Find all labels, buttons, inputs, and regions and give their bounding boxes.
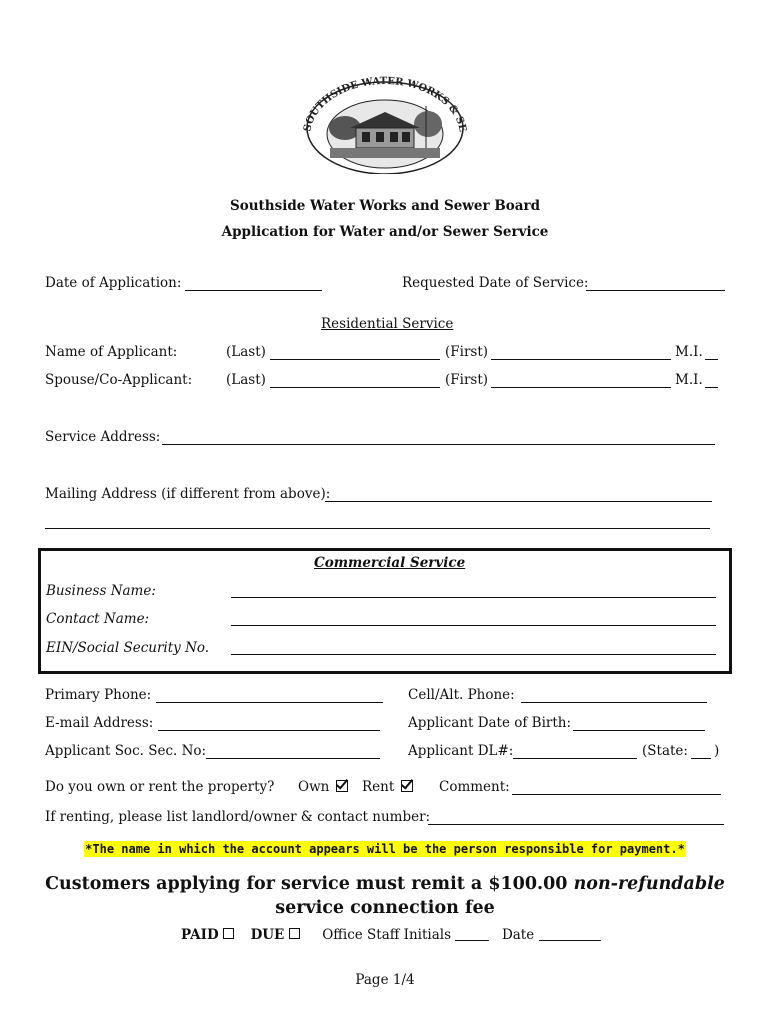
due-label: DUE xyxy=(250,927,285,943)
mailing-address-label: Mailing Address (if different from above): xyxy=(45,486,331,502)
own-rent-question: Do you own or rent the property? xyxy=(45,779,275,795)
spouse-name-label: Spouse/Co-Applicant: xyxy=(45,372,193,388)
applicant-last-field[interactable] xyxy=(270,359,440,360)
rent-option[interactable] xyxy=(362,779,413,795)
landlord-label: If renting, please list landlord/owner & contact number: xyxy=(45,809,431,825)
office-staff-initials-label: Office Staff Initials xyxy=(322,927,452,943)
fee-notice-text: Customers applying for service must remit a $100.00 xyxy=(45,874,574,894)
primary-phone-field[interactable] xyxy=(156,702,383,703)
state-field[interactable] xyxy=(691,758,711,759)
state-close-paren: ) xyxy=(714,743,720,759)
applicant-mi-label: M.I. xyxy=(675,344,703,360)
applicant-name-label: Name of Applicant: xyxy=(45,344,178,360)
own-label: Own xyxy=(298,779,330,795)
office-staff-initials-field[interactable] xyxy=(455,940,489,941)
applicant-mi-field[interactable] xyxy=(705,359,718,360)
dl-label: Applicant DL#: xyxy=(408,743,514,759)
email-field[interactable] xyxy=(158,730,380,731)
non-refundable-text: non-refundable xyxy=(573,874,725,894)
ssn-field[interactable] xyxy=(206,758,380,759)
spouse-first-field[interactable] xyxy=(491,387,671,388)
requested-date-label: Requested Date of Service: xyxy=(402,275,589,291)
applicant-first-field[interactable] xyxy=(491,359,671,360)
mailing-address-field[interactable] xyxy=(325,501,712,502)
primary-phone-label: Primary Phone: xyxy=(45,687,152,703)
office-use-row xyxy=(181,927,601,943)
spouse-last-label: (Last) xyxy=(226,372,266,388)
rent-checkbox[interactable] xyxy=(401,780,413,792)
dob-field[interactable] xyxy=(573,730,705,731)
dob-label: Applicant Date of Birth: xyxy=(408,715,572,731)
organization-name: Southside Water Works and Sewer Board xyxy=(229,198,541,214)
paid-checkbox[interactable] xyxy=(223,928,234,939)
own-option[interactable] xyxy=(298,779,348,795)
paid-label: PAID xyxy=(181,927,219,943)
spouse-last-field[interactable] xyxy=(270,387,440,388)
commercial-service-heading: Commercial Service xyxy=(314,555,466,571)
cell-phone-field[interactable] xyxy=(521,702,707,703)
office-date-field[interactable] xyxy=(539,940,601,941)
applicant-last-label: (Last) xyxy=(226,344,266,360)
comment-field[interactable] xyxy=(512,794,721,795)
spouse-mi-label: M.I. xyxy=(675,372,703,388)
contact-name-field[interactable] xyxy=(231,625,716,626)
ein-field[interactable] xyxy=(231,654,716,655)
due-checkbox[interactable] xyxy=(289,928,300,939)
service-address-field[interactable] xyxy=(162,444,715,445)
payment-notice-wrapper xyxy=(0,838,770,857)
applicant-first-label: (First) xyxy=(445,344,489,360)
comment-label: Comment: xyxy=(439,779,510,795)
spouse-first-label: (First) xyxy=(445,372,489,388)
service-address-label: Service Address: xyxy=(45,429,161,445)
cell-phone-label: Cell/Alt. Phone: xyxy=(408,687,515,703)
contact-name-label: Contact Name: xyxy=(46,611,150,627)
spouse-mi-field[interactable] xyxy=(705,387,718,388)
date-of-application-label: Date of Application: xyxy=(45,275,182,291)
dl-field[interactable] xyxy=(513,758,637,759)
requested-date-field[interactable] xyxy=(586,290,725,291)
mailing-address-field-line2[interactable] xyxy=(45,528,710,529)
ssn-label: Applicant Soc. Sec. No: xyxy=(45,743,207,759)
page-number: Page 1/4 xyxy=(355,972,415,988)
residential-service-heading: Residential Service xyxy=(321,316,454,332)
office-date-label: Date xyxy=(501,927,535,943)
rent-label: Rent xyxy=(362,779,395,795)
business-name-label: Business Name: xyxy=(46,583,156,599)
business-name-field[interactable] xyxy=(231,597,716,598)
fee-notice-line2: service connection fee xyxy=(275,898,495,918)
date-of-application-field[interactable] xyxy=(185,290,322,291)
fee-notice-line1 xyxy=(0,874,770,894)
own-checkbox[interactable] xyxy=(336,780,348,792)
logo-graphic xyxy=(290,66,480,174)
landlord-field[interactable] xyxy=(428,824,724,825)
email-label: E-mail Address: xyxy=(45,715,154,731)
state-label: (State: xyxy=(642,743,688,759)
svg-text:SOUTHSIDE WATER WORKS & SEWER: SOUTHSIDE WATER WORKS & SE xyxy=(302,75,468,133)
organization-logo xyxy=(290,66,480,174)
ein-label: EIN/Social Security No. xyxy=(46,640,210,656)
form-title: Application for Water and/or Sewer Service xyxy=(221,224,549,240)
payment-responsibility-notice: *The name in which the account appears will be the person responsible for payment.* xyxy=(85,842,685,856)
